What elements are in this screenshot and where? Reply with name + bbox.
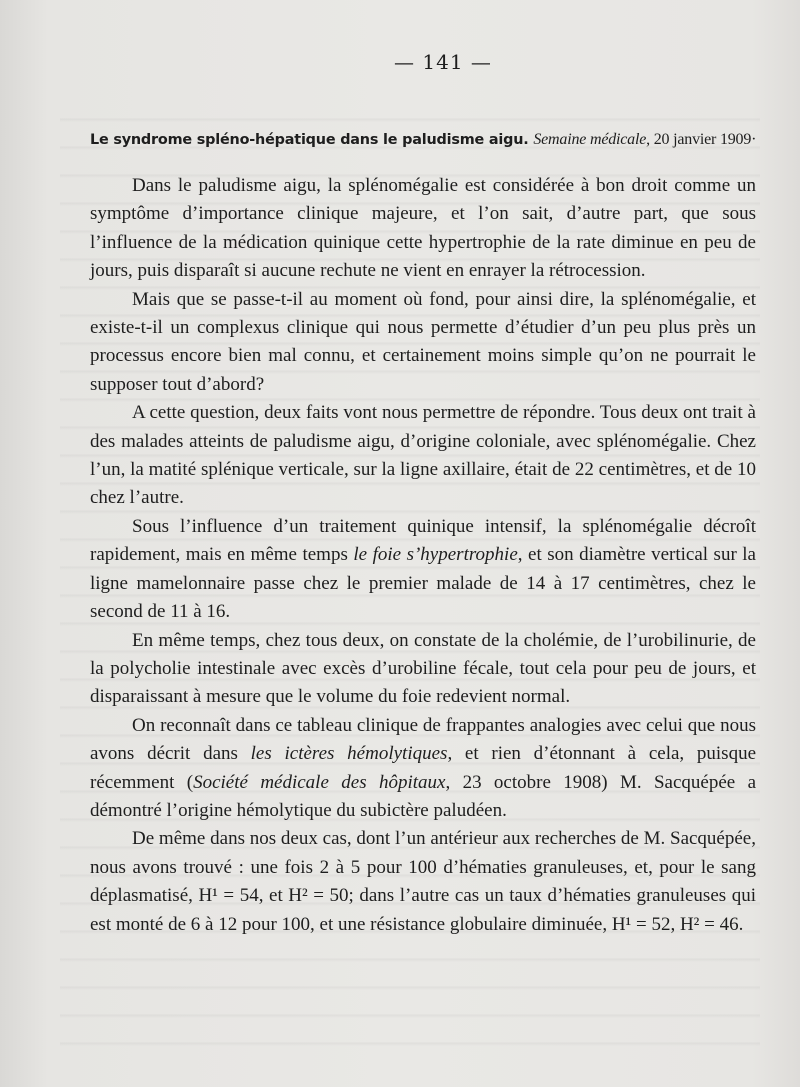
article-source: [533, 131, 756, 148]
article-body: [90, 172, 756, 939]
paragraph-6-text-c: , 23 octobre 1908) M. Sacquépée a démontré l’origine hémolytique du subictère paludéen.: [90, 771, 756, 821]
paragraph-7: De même dans nos deux cas, dont l’un antérieur aux recherches de M. Sacquépée, nous avons trouvé : une fois 2 à 5 pour 100 d’hématies granuleuses, et, pour le sang déplasmatisé, H¹ = 54, et H² = 50; dans l’autre cas un taux d’hématies granuleuses qui est monté de 6 à 12 pour 100, et une résistance globulaire diminuée, H¹ = 52, H² = 46.: [90, 828, 756, 935]
paragraph-3: A cette question, deux faits vont nous permettre de répondre. Tous deux ont trait à des malades atteints de paludisme aigu, d’origine coloniale, avec splénomégalie. Chez l’un, la matité splénique verticale, sur la ligne axillaire, était de 22 centimètres, et de 10 chez l’autre.: [90, 402, 756, 509]
paragraph-5: En même temps, chez tous deux, on constate de la cholémie, de l’urobilinurie, de la polycholie intestinale avec excès d’urobiline fécale, tout cela pour peu de jours, et disparaissant à mesure que le volume du foie redevient normal.: [90, 629, 756, 708]
paragraph-6-emphasis-2: Société médicale des hôpitaux: [193, 771, 446, 793]
paragraph-4-text-a: Sous l’influence d’un traitement quinique intensif, la splénomégalie décroît rapidement, mais en même temps: [90, 515, 756, 566]
source-date: , 20 janvier 1909·: [646, 131, 757, 148]
paragraph-6-emphasis-1: les ictères hémolytiques: [250, 743, 448, 765]
paragraph-4: [90, 513, 756, 627]
paragraph-6: [90, 712, 756, 826]
paragraph-6-text-a: On reconnaît dans ce tableau clinique de frappantes analogies avec celui que nous avons décrit dans: [90, 714, 756, 765]
paragraph-4-text-b: , et son diamètre vertical sur la ligne mamelonnaire passe chez le premier malade de 14 à 17 centimètres, chez le second de 11 à 16.: [90, 544, 756, 623]
article-header: [90, 130, 756, 150]
paragraph-1: Dans le paludisme aigu, la splénomégalie est considérée à bon droit comme un symptôme d’importance clinique majeure, et l’on sait, d’autre part, que sous l’influence de la médication quinique cette hypertrophie de la rate diminue en peu de jours, puis disparaît si aucune rechute ne vient en enrayer la rétrocession.: [90, 175, 756, 282]
article-title: Le syndrome spléno-hépatique dans le paludisme aigu.: [90, 132, 529, 148]
paragraph-6-text-b: , et rien d’étonnant à cela, puisque récemment (: [90, 743, 757, 793]
paragraph-2: Mais que se passe-t-il au moment où fond, pour ainsi dire, la splénomégalie, et existe-t-il un complexus clinique qui nous permette d’étudier d’un peu plus près un processus encore bien mal connu, et certainement moins simple qu’on ne pourrait le supposer tout d’abord?: [90, 288, 756, 395]
page-number: — 141 —: [394, 50, 492, 74]
source-journal: Semaine médicale: [533, 131, 647, 148]
paragraph-4-emphasis: le foie s’hypertrophie: [353, 544, 518, 566]
